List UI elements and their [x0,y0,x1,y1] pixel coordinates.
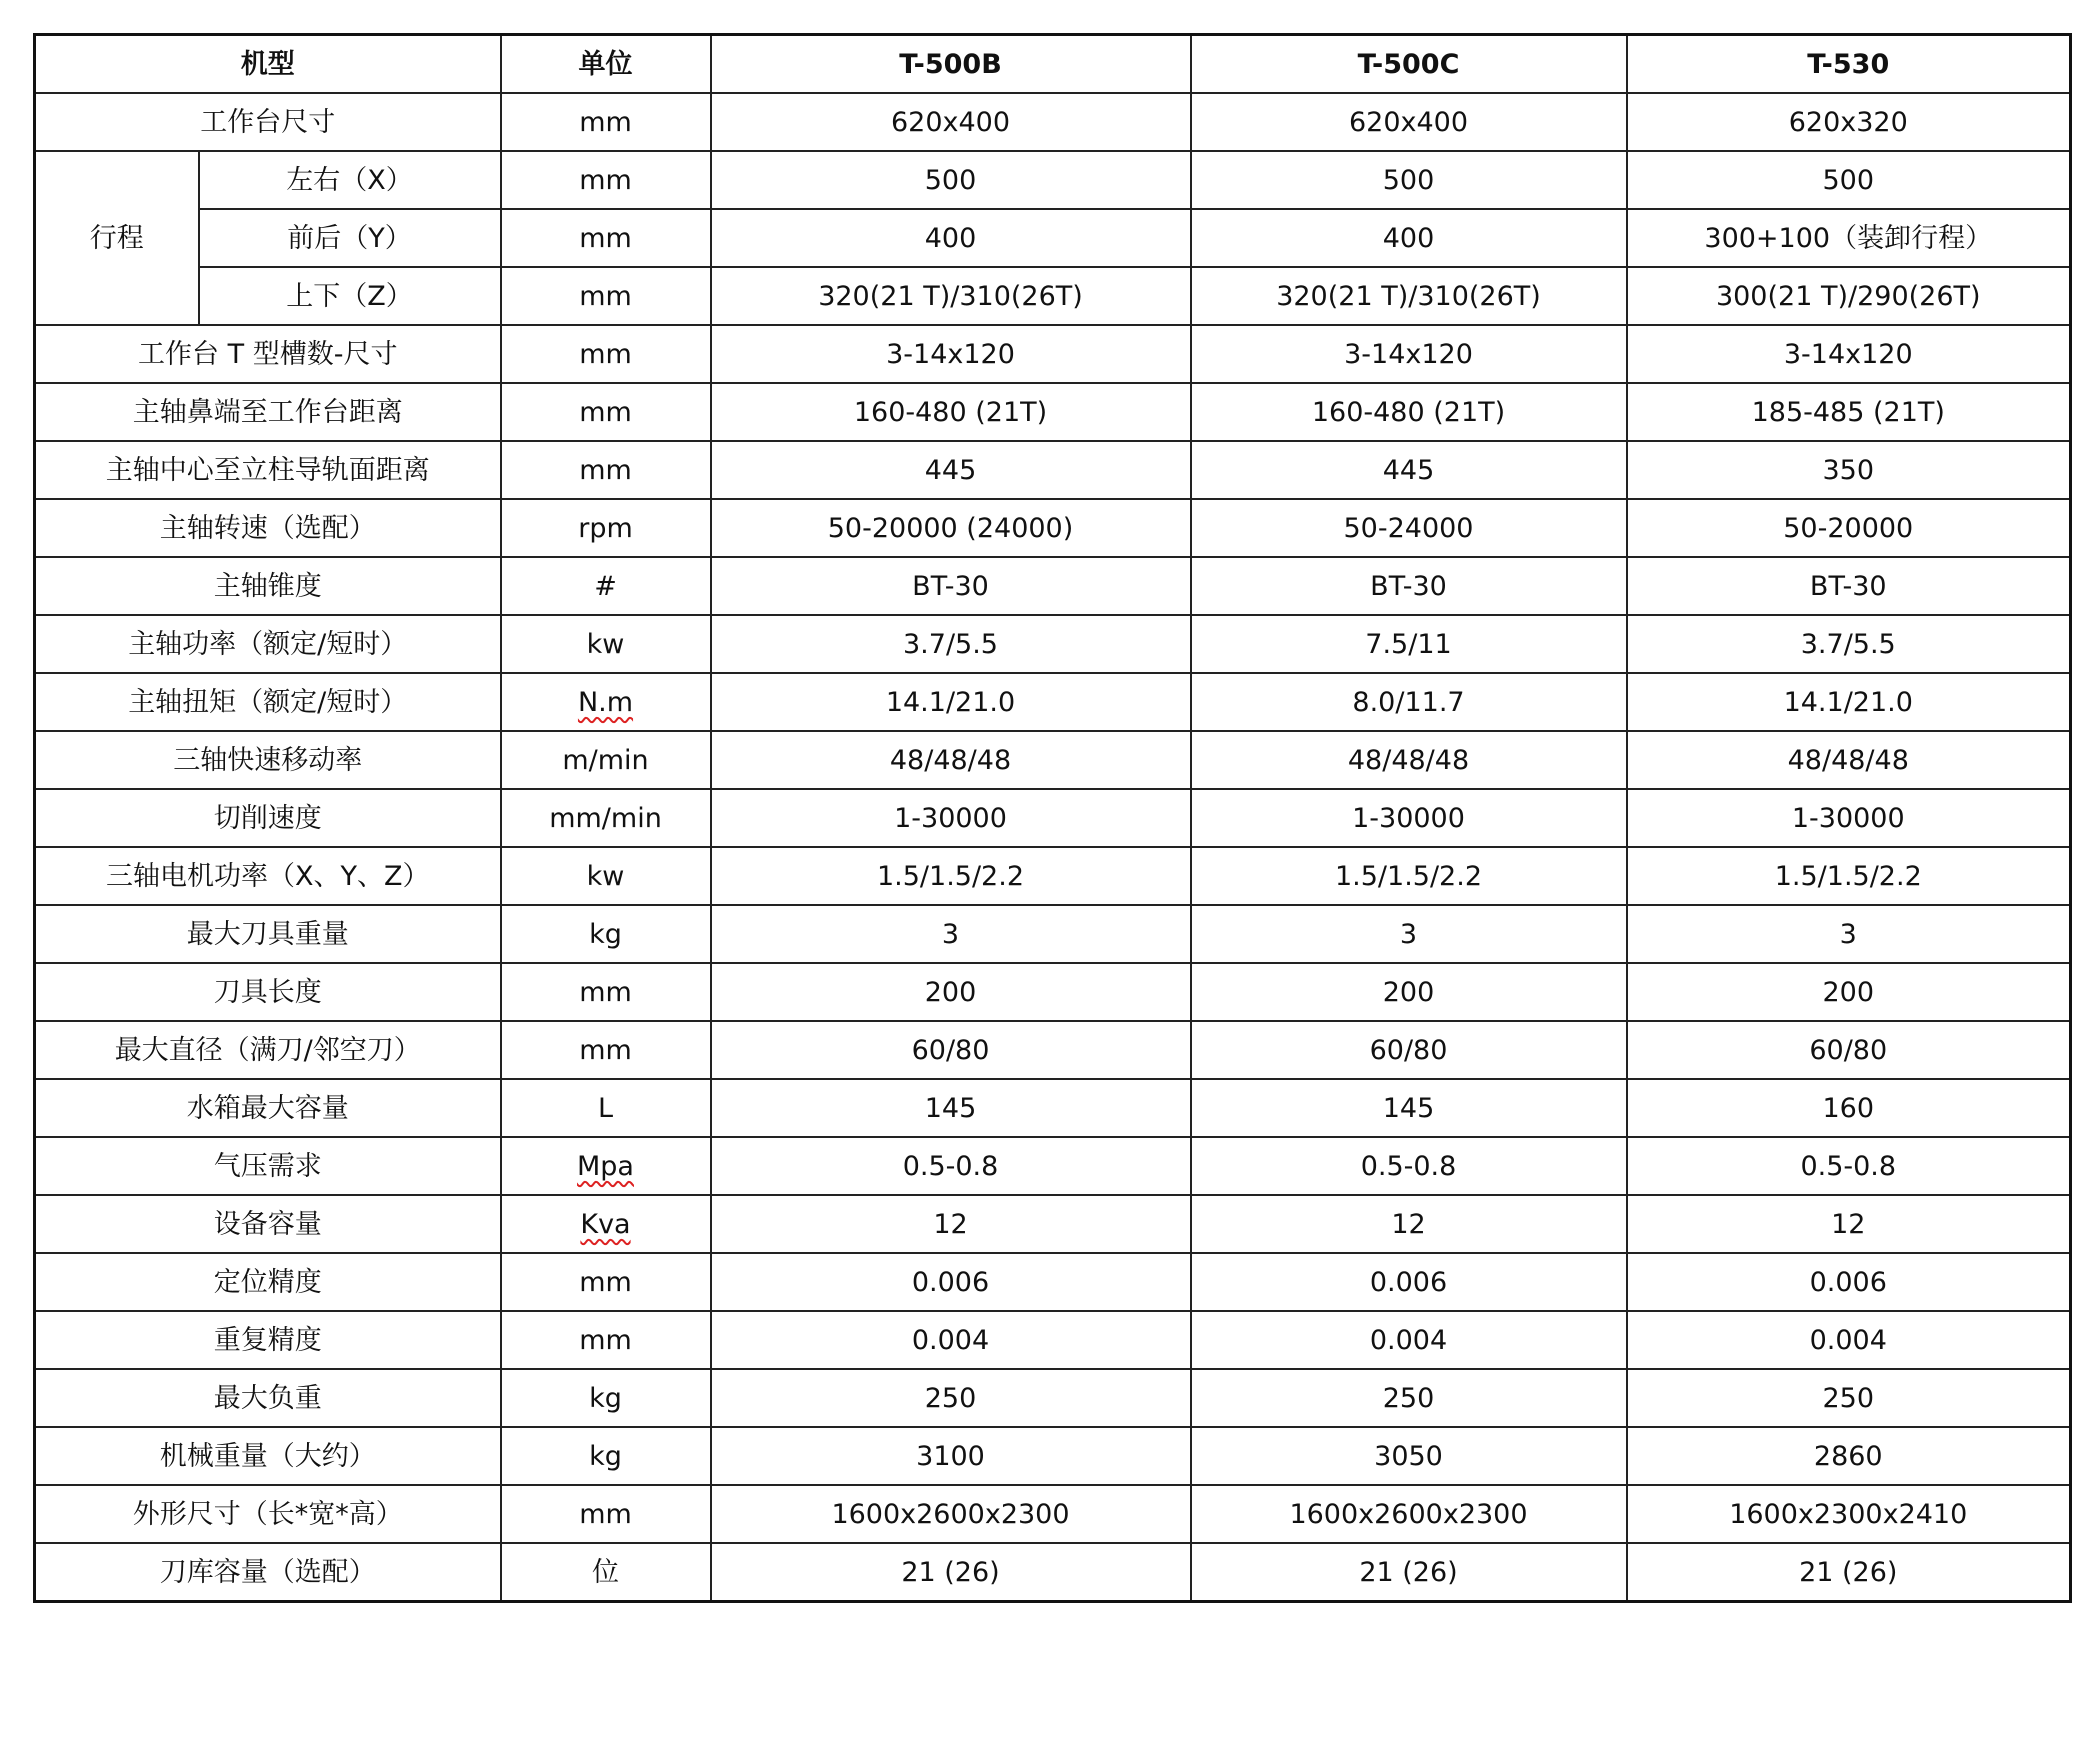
unit-text: Kva [580,1208,631,1240]
row-unit [501,93,711,151]
table-row [35,267,2071,325]
header-model-1: T-500B [711,35,1191,94]
row-label: 工作台尺寸 [35,93,501,151]
row-unit [501,1253,711,1311]
row-label: 上下（Z） [199,267,501,325]
row-label: 最大负重 [35,1369,501,1427]
row-unit [501,673,711,731]
table-row [35,441,2071,499]
row-value-3: 0.006 [1627,1253,2071,1311]
row-value-2: 3 [1191,905,1627,963]
row-value-3: 250 [1627,1369,2071,1427]
table-row [35,1253,2071,1311]
row-value-2: 21 (26) [1191,1543,1627,1602]
row-value-1: 320(21 T)/310(26T) [711,267,1191,325]
row-value-2: 7.5/11 [1191,615,1627,673]
row-group-label: 行程 [35,151,199,325]
row-value-2: 60/80 [1191,1021,1627,1079]
row-value-1: 200 [711,963,1191,1021]
row-value-1: 12 [711,1195,1191,1253]
row-value-1: 3100 [711,1427,1191,1485]
row-value-1: BT-30 [711,557,1191,615]
row-value-2: 320(21 T)/310(26T) [1191,267,1627,325]
unit-text: mm [579,396,632,428]
row-value-3: BT-30 [1627,557,2071,615]
row-value-1: 21 (26) [711,1543,1191,1602]
row-value-2: 12 [1191,1195,1627,1253]
row-value-1: 0.006 [711,1253,1191,1311]
row-label: 三轴电机功率（X、Y、Z） [35,847,501,905]
table-row [35,615,2071,673]
unit-text: 位 [592,1556,619,1588]
row-value-2: 0.5-0.8 [1191,1137,1627,1195]
row-label: 主轴转速（选配） [35,499,501,557]
row-label: 重复精度 [35,1311,501,1369]
row-value-1: 250 [711,1369,1191,1427]
row-value-2: 145 [1191,1079,1627,1137]
row-value-3: 3.7/5.5 [1627,615,2071,673]
row-value-1: 0.5-0.8 [711,1137,1191,1195]
unit-text: mm [579,1266,632,1298]
row-unit [501,789,711,847]
row-unit [501,963,711,1021]
row-value-3: 185-485 (21T) [1627,383,2071,441]
unit-text: L [597,1092,614,1124]
table-row [35,325,2071,383]
unit-text: mm [579,164,632,196]
row-value-2: 400 [1191,209,1627,267]
unit-text: kw [586,628,625,660]
row-value-2: 1-30000 [1191,789,1627,847]
row-label: 气压需求 [35,1137,501,1195]
unit-text: N.m [577,686,634,718]
table-row [35,673,2071,731]
row-label: 切削速度 [35,789,501,847]
unit-text: mm [579,280,632,312]
row-label: 机械重量（大约） [35,1427,501,1485]
table-row [35,1195,2071,1253]
table-row [35,847,2071,905]
unit-text: kg [589,1382,622,1414]
row-unit [501,1543,711,1602]
row-label: 刀库容量（选配） [35,1543,501,1602]
unit-text: mm [579,454,632,486]
row-value-3: 60/80 [1627,1021,2071,1079]
row-value-1: 1-30000 [711,789,1191,847]
row-value-2: 1600x2600x2300 [1191,1485,1627,1543]
row-unit [501,209,711,267]
row-label: 工作台 T 型槽数-尺寸 [35,325,501,383]
row-value-1: 60/80 [711,1021,1191,1079]
table-row [35,93,2071,151]
row-value-3: 200 [1627,963,2071,1021]
row-value-2: 48/48/48 [1191,731,1627,789]
table-row [35,905,2071,963]
row-value-3: 350 [1627,441,2071,499]
row-value-2: 3-14x120 [1191,325,1627,383]
row-label: 外形尺寸（长*宽*高） [35,1485,501,1543]
row-value-1: 1.5/1.5/2.2 [711,847,1191,905]
row-value-1: 620x400 [711,93,1191,151]
row-value-1: 445 [711,441,1191,499]
row-value-2: 500 [1191,151,1627,209]
row-value-3: 2860 [1627,1427,2071,1485]
row-value-1: 400 [711,209,1191,267]
row-label: 定位精度 [35,1253,501,1311]
table-row [35,1427,2071,1485]
header-model-3: T-530 [1627,35,2071,94]
unit-text: rpm [578,512,633,544]
row-value-1: 0.004 [711,1311,1191,1369]
table-row [35,1543,2071,1602]
row-unit [501,383,711,441]
header-model-2: T-500C [1191,35,1627,94]
row-value-3: 300(21 T)/290(26T) [1627,267,2071,325]
row-label: 主轴鼻端至工作台距离 [35,383,501,441]
row-value-3: 0.5-0.8 [1627,1137,2071,1195]
table-row [35,731,2071,789]
unit-text: mm [579,222,632,254]
row-value-1: 3 [711,905,1191,963]
row-value-2: 0.004 [1191,1311,1627,1369]
row-unit [501,267,711,325]
row-value-1: 3-14x120 [711,325,1191,383]
row-unit [501,151,711,209]
row-unit [501,1485,711,1543]
table-row [35,209,2071,267]
row-value-1: 3.7/5.5 [711,615,1191,673]
row-value-2: 1.5/1.5/2.2 [1191,847,1627,905]
table-row [35,963,2071,1021]
unit-text: kw [586,860,625,892]
row-unit [501,615,711,673]
table-row [35,1369,2071,1427]
header-unit: 单位 [501,35,711,94]
unit-text: kg [589,1440,622,1472]
row-label: 三轴快速移动率 [35,731,501,789]
row-value-2: 445 [1191,441,1627,499]
row-value-3: 0.004 [1627,1311,2071,1369]
table-row [35,1021,2071,1079]
row-value-2: 160-480 (21T) [1191,383,1627,441]
row-value-1: 145 [711,1079,1191,1137]
header-row [35,35,2071,94]
row-value-3: 50-20000 [1627,499,2071,557]
row-unit [501,731,711,789]
unit-text: mm [579,1324,632,1356]
row-label: 设备容量 [35,1195,501,1253]
header-model: 机型 [35,35,501,94]
row-value-3: 500 [1627,151,2071,209]
row-label: 主轴功率（额定/短时） [35,615,501,673]
row-label: 主轴扭矩（额定/短时） [35,673,501,731]
row-unit [501,441,711,499]
table-row [35,557,2071,615]
row-value-3: 620x320 [1627,93,2071,151]
row-unit [501,499,711,557]
row-unit [501,905,711,963]
row-unit [501,847,711,905]
unit-text: mm [579,1498,632,1530]
row-value-3: 14.1/21.0 [1627,673,2071,731]
row-label: 水箱最大容量 [35,1079,501,1137]
table-row [35,1137,2071,1195]
row-value-2: BT-30 [1191,557,1627,615]
row-label: 刀具长度 [35,963,501,1021]
unit-text: mm [579,338,632,370]
row-value-1: 500 [711,151,1191,209]
row-value-1: 14.1/21.0 [711,673,1191,731]
row-value-2: 0.006 [1191,1253,1627,1311]
row-value-3: 21 (26) [1627,1543,2071,1602]
row-value-2: 200 [1191,963,1627,1021]
spec-body [35,93,2071,1602]
row-value-3: 3-14x120 [1627,325,2071,383]
row-value-2: 620x400 [1191,93,1627,151]
row-value-2: 3050 [1191,1427,1627,1485]
row-value-3: 300+100（装卸行程） [1627,209,2071,267]
row-unit [501,1427,711,1485]
unit-text: mm [579,106,632,138]
row-value-2: 50-24000 [1191,499,1627,557]
row-value-1: 50-20000 (24000) [711,499,1191,557]
row-value-3: 1.5/1.5/2.2 [1627,847,2071,905]
row-value-1: 1600x2600x2300 [711,1485,1191,1543]
row-label: 最大刀具重量 [35,905,501,963]
row-label: 主轴中心至立柱导轨面距离 [35,441,501,499]
spec-table [33,33,2072,1603]
unit-text: Mpa [577,1150,634,1182]
unit-text: mm [579,1034,632,1066]
row-value-3: 48/48/48 [1627,731,2071,789]
row-unit [501,1369,711,1427]
row-unit [501,325,711,383]
row-value-3: 1600x2300x2410 [1627,1485,2071,1543]
row-value-3: 160 [1627,1079,2071,1137]
row-value-3: 12 [1627,1195,2071,1253]
row-value-3: 1-30000 [1627,789,2071,847]
row-label: 左右（X） [199,151,501,209]
row-unit [501,1021,711,1079]
table-row [35,499,2071,557]
table-row [35,789,2071,847]
unit-text: mm [579,976,632,1008]
row-unit [501,1079,711,1137]
row-label: 前后（Y） [199,209,501,267]
row-unit [501,1137,711,1195]
row-unit [501,1195,711,1253]
table-row [35,151,2071,209]
row-unit [501,1311,711,1369]
row-value-1: 160-480 (21T) [711,383,1191,441]
unit-text: mm/min [549,802,662,834]
table-row [35,383,2071,441]
unit-text: m/min [562,744,649,776]
unit-text: kg [589,918,622,950]
table-row [35,1311,2071,1369]
row-value-1: 48/48/48 [711,731,1191,789]
row-value-2: 250 [1191,1369,1627,1427]
table-row [35,1079,2071,1137]
row-label: 主轴锥度 [35,557,501,615]
row-unit [501,557,711,615]
table-row [35,1485,2071,1543]
row-value-2: 8.0/11.7 [1191,673,1627,731]
row-value-3: 3 [1627,905,2071,963]
unit-text: # [594,570,617,602]
row-label: 最大直径（满刀/邻空刀） [35,1021,501,1079]
